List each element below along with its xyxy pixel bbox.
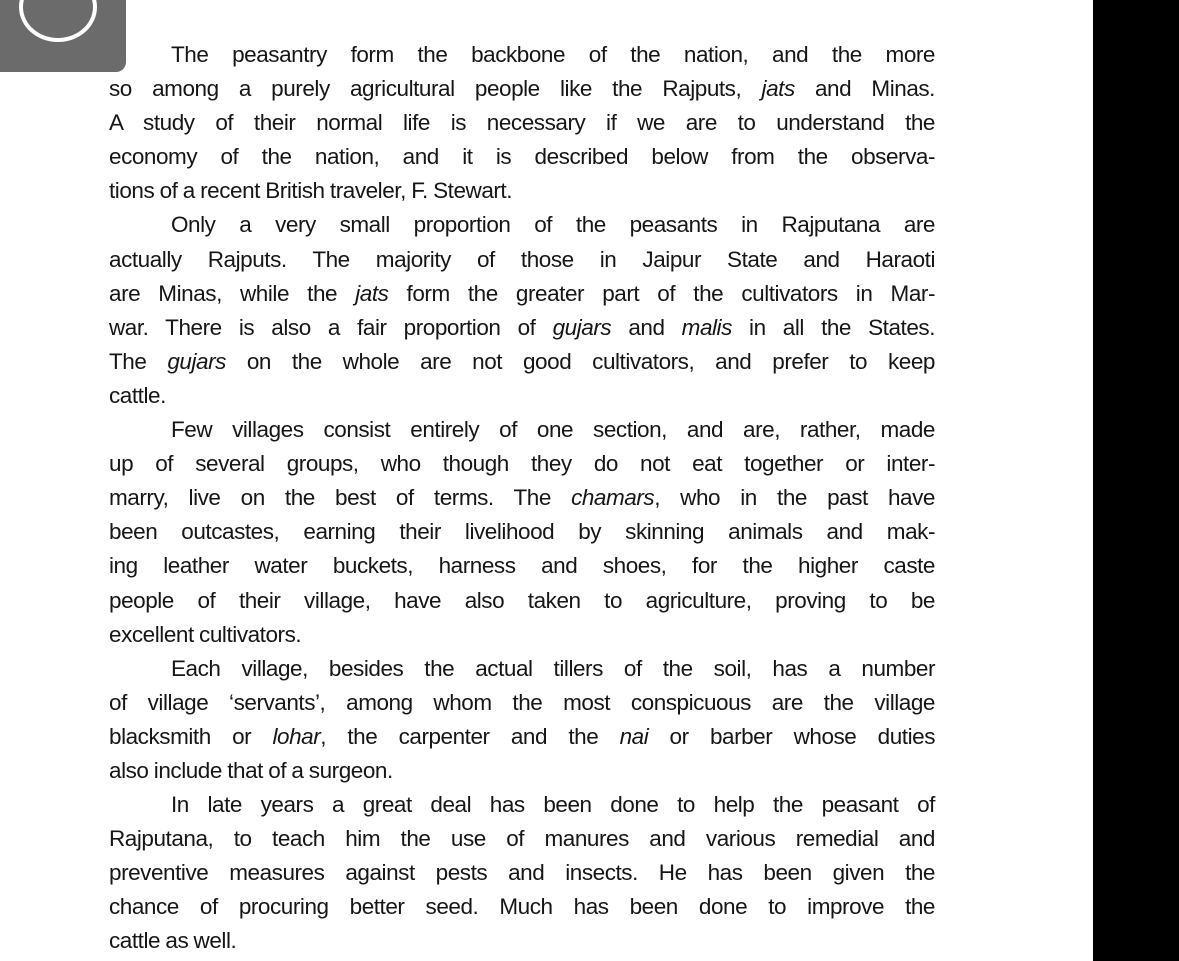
paragraph (109, 788, 935, 958)
text-line (109, 243, 935, 277)
text-line (109, 686, 935, 720)
italic-term: malis (681, 314, 732, 340)
text-run: and (611, 314, 682, 340)
italic-term: gujars (552, 314, 612, 340)
text-line (109, 924, 935, 958)
text-line (109, 106, 935, 140)
paragraph (109, 38, 935, 208)
text-line (109, 549, 935, 583)
text-run: people of their village, have also taken to agriculture, proving to be (109, 587, 935, 613)
paragraph (109, 652, 935, 788)
text-run: and Minas. (794, 76, 935, 102)
text-run: Rajputana, to teach him the use of manures and various remedial and (109, 826, 935, 852)
text-line (109, 515, 935, 549)
text-run: , who in the past have (654, 485, 935, 511)
text-line (109, 720, 935, 754)
text-line (109, 277, 935, 311)
text-run: marry, live on the best of terms. The (109, 485, 572, 511)
text-run: war. There is also a fair proportion of (109, 314, 553, 340)
italic-term: jats (761, 76, 795, 102)
text-run: been outcastes, earning their livelihood by skinning animals and mak- (109, 519, 935, 545)
more-horizontal-icon (19, 0, 97, 42)
text-line (109, 652, 935, 686)
text-run: also include that of a surgeon. (109, 757, 393, 783)
text-run: chance of procuring better seed. Much has been done to improve the (109, 894, 935, 920)
text-run: are Minas, while the (109, 280, 356, 306)
paragraph (109, 208, 935, 413)
text-line (109, 208, 935, 242)
text-run: or barber whose duties (648, 723, 935, 749)
text-run: ing leather water buckets, harness and shoes, for the higher caste (109, 553, 935, 579)
text-run: In late years a great deal has been done to help the peasant of (171, 792, 935, 818)
text-line (109, 890, 935, 924)
document-page (109, 38, 935, 959)
text-run: up of several groups, who though they do not eat together or inter- (109, 451, 935, 477)
text-run: form the greater part of the cultivators in Mar- (388, 280, 935, 306)
text-line (109, 856, 935, 890)
text-line (109, 345, 935, 379)
text-run: blacksmith or (109, 723, 273, 749)
text-line (109, 72, 935, 106)
text-line (109, 447, 935, 481)
italic-term: lohar (272, 723, 321, 749)
text-line (109, 618, 935, 652)
text-run: A study of their normal life is necessary if we are to understand the (109, 110, 935, 136)
black-margin (1093, 0, 1179, 961)
text-line (109, 174, 935, 208)
text-line (109, 584, 935, 618)
text-line (109, 38, 935, 72)
text-run: The peasantry form the backbone of the nation, and the more (171, 42, 935, 67)
text-run: in all the States. (731, 314, 936, 340)
italic-term: nai (619, 723, 649, 749)
text-line (109, 379, 935, 413)
text-run: Only a very small proportion of the peasants in Rajputana are (171, 212, 935, 238)
text-run: Each village, besides the actual tillers of the soil, has a number (171, 655, 935, 681)
text-run: preventive measures against pests and insects. He has been given the (109, 860, 935, 886)
text-line (109, 311, 935, 345)
italic-term: chamars (571, 485, 655, 511)
text-line (109, 822, 935, 856)
text-run: , the carpenter and the (320, 723, 620, 749)
paragraph (109, 413, 935, 652)
text-run: of village ‘servants’, among whom the most conspicuous are the village (109, 689, 935, 715)
text-run: actually Rajputs. The majority of those in Jaipur State and Haraoti (109, 246, 935, 272)
italic-term: gujars (167, 348, 226, 374)
text-run: economy of the nation, and it is described below from the observa- (109, 144, 935, 170)
text-run: cattle. (109, 382, 166, 408)
text-run: tions of a recent British traveler, F. Stewart. (109, 178, 513, 204)
text-run: The (109, 348, 168, 374)
text-run: cattle as well. (109, 928, 237, 954)
text-run: Few villages consist entirely of one section, and are, rather, made (171, 417, 935, 443)
italic-term: jats (355, 280, 389, 306)
text-run: on the whole are not good cultivators, and prefer to keep (225, 348, 935, 374)
text-run: excellent cultivators. (109, 621, 302, 647)
more-options-button[interactable] (0, 0, 126, 72)
text-line (109, 481, 935, 515)
text-run: so among a purely agricultural people like the Rajputs, (109, 76, 762, 102)
text-line (109, 788, 935, 822)
text-line (109, 140, 935, 174)
text-line (109, 754, 935, 788)
text-line (109, 413, 935, 447)
